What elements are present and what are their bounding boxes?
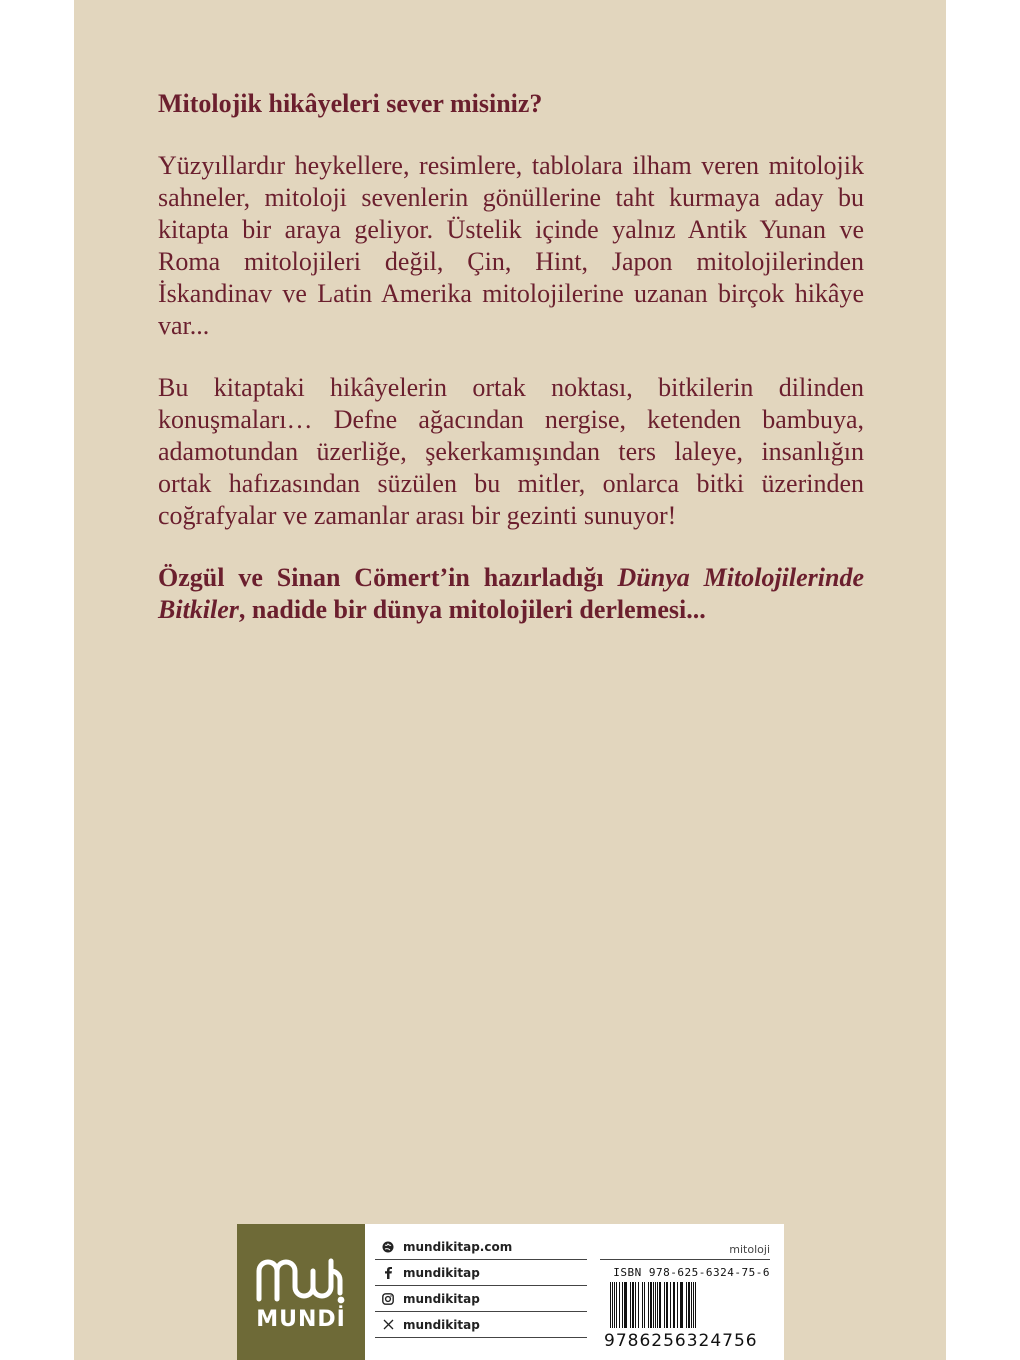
barcode-number: 9786256324756 (604, 1331, 758, 1351)
publisher-logo (237, 1224, 365, 1360)
closing-pre: Özgül ve Sinan Cömert’in hazırladığı (158, 563, 618, 592)
social-website[interactable] (375, 1234, 587, 1260)
social-links (375, 1234, 587, 1338)
back-cover (74, 0, 946, 1360)
book-title: Dünya Mitolojilerinde Bitkiler (158, 563, 865, 624)
social-instagram[interactable] (375, 1286, 587, 1312)
closing-post: , nadide bir dünya mitolojileri derlemesi... (238, 595, 706, 624)
social-label: mundikitap (403, 1317, 480, 1332)
instagram-icon (381, 1292, 395, 1306)
genre-label: mitoloji (600, 1234, 770, 1260)
closing-paragraph (158, 562, 864, 626)
x-icon (381, 1318, 395, 1332)
mundi-mark-icon (253, 1253, 349, 1305)
social-facebook[interactable] (375, 1260, 587, 1286)
paragraph-1: Yüzyıllardır heykellere, resimlere, tablolara ilham veren mitolojik sahneler, mitoloji sevenlerin gönüllerine taht kurmaya aday bu kitapta bir araya geliyor. Üstelik içinde yalnız Antik Yunan ve Roma mitolojileri değil, Çin, Hint, Japon mitolojilerinden İskandinav ve Latin Amerika mitolojilerine uzanan birçok hikâye var... (158, 151, 864, 340)
publisher-footer (237, 1224, 784, 1360)
social-label: mundikitap (403, 1291, 480, 1306)
blurb (158, 88, 864, 626)
logo-wordmark: MUNDİ (256, 1306, 346, 1332)
facebook-icon (381, 1266, 395, 1280)
barcode-icon (608, 1282, 764, 1328)
headline: Mitolojik hikâyeleri sever misiniz? (158, 89, 543, 118)
isbn-text: ISBN 978-625-6324-75-6 (613, 1266, 770, 1279)
social-x[interactable] (375, 1312, 587, 1338)
isbn-block (600, 1234, 770, 1351)
paragraph-2: Bu kitaptaki hikâyelerin ortak noktası, bitkilerin dilinden konuşmaları… Defne ağacından nergise, ketenden bambuya, adamotundan üzerliğe, şekerkamışından ters laleye, insanlığın ortak hafızasından süzülen bu mitler, onlarca bitki üzerinden coğrafyalar ve zamanlar arası bir gezinti sunuyor! (158, 373, 864, 530)
social-label: mundikitap.com (403, 1239, 513, 1254)
social-label: mundikitap (403, 1265, 480, 1280)
globe-icon (381, 1240, 395, 1254)
